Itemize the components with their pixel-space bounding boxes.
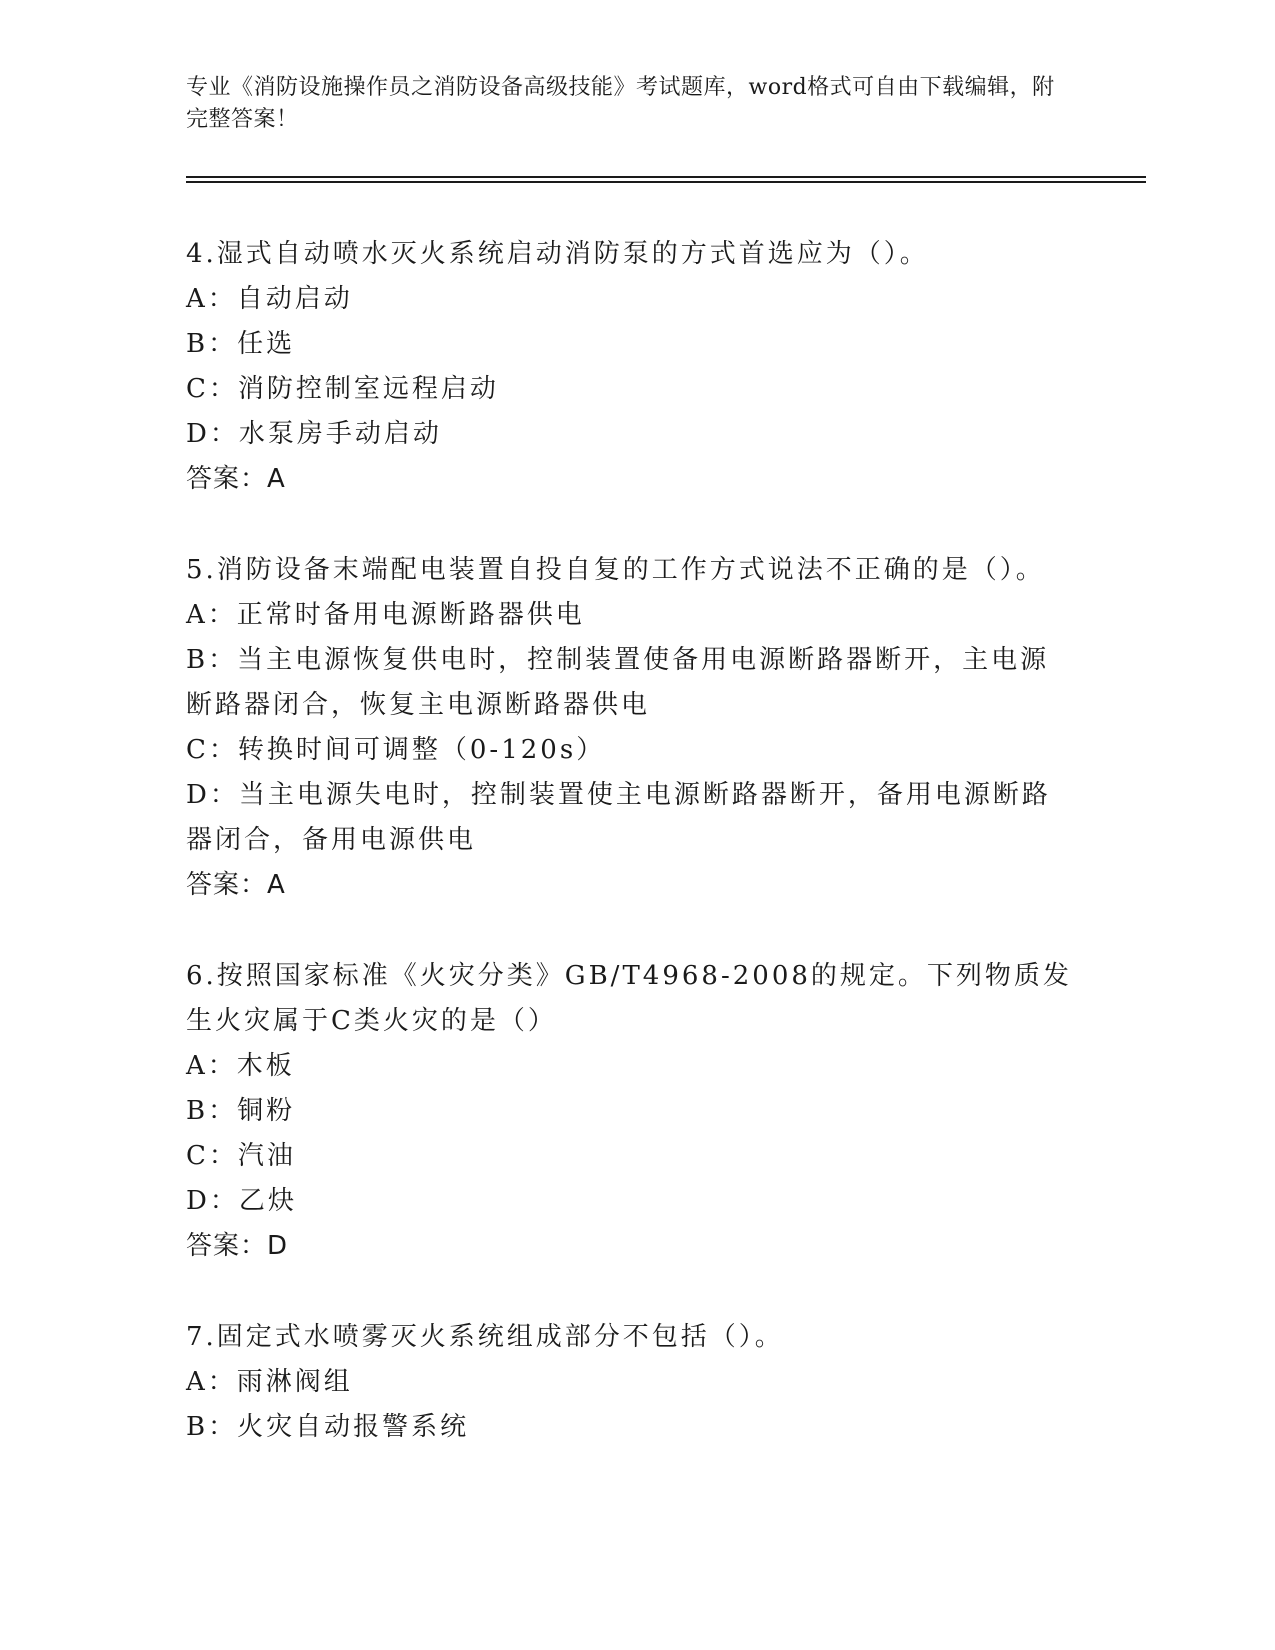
answer: 答案：A bbox=[186, 870, 286, 900]
question-5 bbox=[186, 548, 1076, 908]
option-b: B：火灾自动报警系统 bbox=[186, 1412, 470, 1442]
question-stem: 6.按照国家标准《火灾分类》GB/T4968-2008的规定。下列物质发生火灾属于C类火灾的是（） bbox=[186, 961, 1072, 1036]
option-d: D：当主电源失电时，控制装置使主电源断路器断开，备用电源断路器闭合，备用电源供电 bbox=[186, 780, 1051, 855]
option-c: C：消防控制室远程启动 bbox=[186, 374, 499, 404]
question-7 bbox=[186, 1315, 1076, 1450]
question-6 bbox=[186, 954, 1076, 1269]
option-b: B：任选 bbox=[186, 329, 296, 359]
option-b: B：当主电源恢复供电时，控制装置使备用电源断路器断开，主电源断路器闭合，恢复主电源断路器供电 bbox=[186, 645, 1050, 720]
answer: 答案：A bbox=[186, 464, 286, 494]
header-divider-bottom bbox=[186, 181, 1146, 183]
option-b: B：铜粉 bbox=[186, 1096, 296, 1126]
document-header: 专业《消防设施操作员之消防设备高级技能》考试题库，word格式可自由下载编辑，附完整答案！ bbox=[186, 75, 1055, 132]
answer: 答案：D bbox=[186, 1231, 289, 1261]
question-stem: 7.固定式水喷雾灭火系统组成部分不包括（）。 bbox=[186, 1322, 784, 1352]
option-a: A：正常时备用电源断路器供电 bbox=[186, 600, 585, 630]
option-a: A：木板 bbox=[186, 1051, 295, 1081]
question-stem: 4.湿式自动喷水灭火系统启动消防泵的方式首选应为（）。 bbox=[186, 239, 929, 269]
question-stem: 5.消防设备末端配电装置自投自复的工作方式说法不正确的是（）。 bbox=[186, 555, 1045, 585]
option-c: C：转换时间可调整（0-120s） bbox=[186, 735, 606, 765]
option-a: A：雨淋阀组 bbox=[186, 1367, 353, 1397]
header-divider-top bbox=[186, 176, 1146, 178]
question-list bbox=[186, 232, 1076, 1496]
question-4 bbox=[186, 232, 1076, 502]
option-d: D：乙炔 bbox=[186, 1186, 297, 1216]
option-c: C：汽油 bbox=[186, 1141, 296, 1171]
option-a: A：自动启动 bbox=[186, 284, 353, 314]
option-d: D：水泵房手动启动 bbox=[186, 419, 442, 449]
